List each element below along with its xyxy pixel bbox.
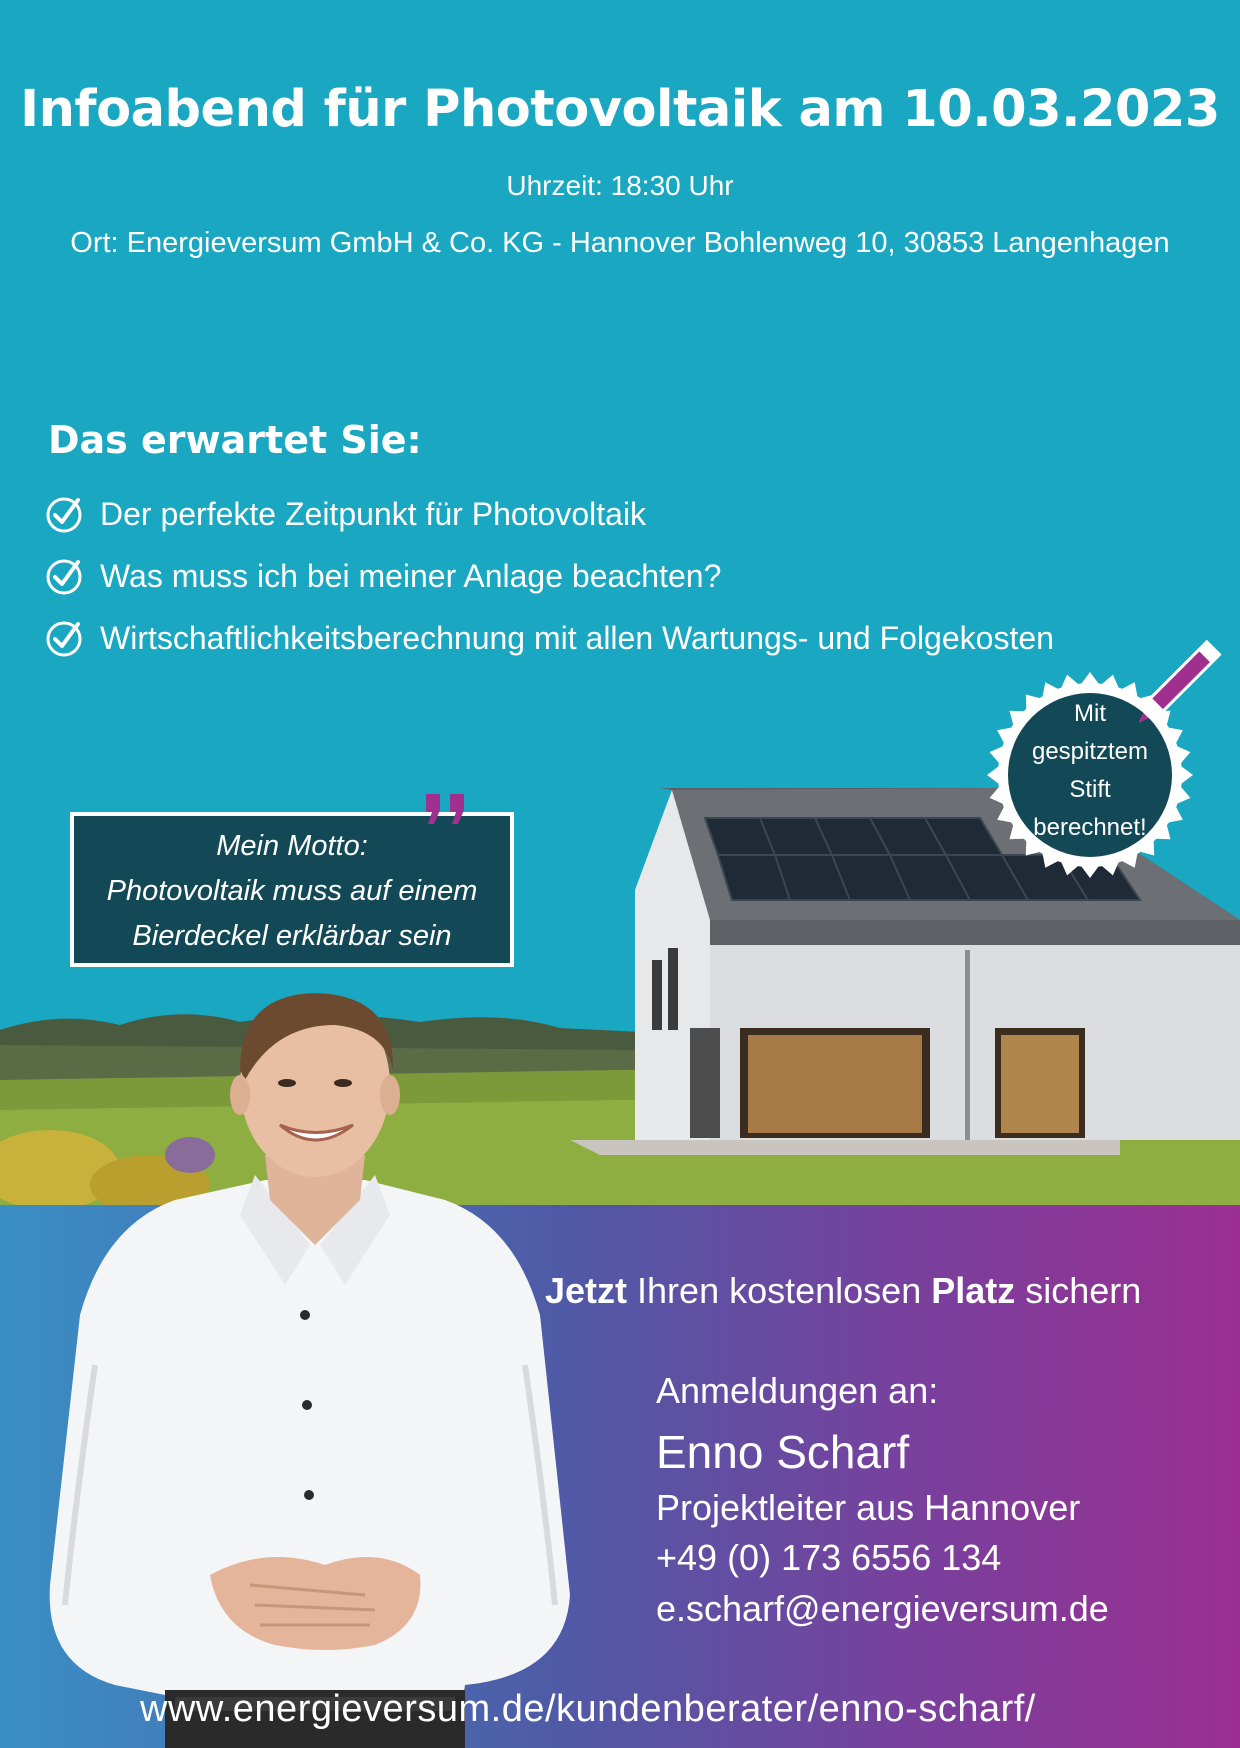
list-item-label: Der perfekte Zeitpunkt für Photovoltaik <box>100 495 647 532</box>
cta-plain: sichern <box>1015 1270 1142 1311</box>
pencil-icon <box>1115 635 1225 745</box>
contact-phone[interactable]: +49 (0) 173 6556 134 <box>656 1537 1002 1578</box>
contact-email[interactable]: e.scharf@energieversum.de <box>656 1588 1109 1629</box>
cta-text <box>545 1270 1141 1312</box>
cta-bold: Platz <box>931 1270 1016 1311</box>
contact-role: Projektleiter aus Hannover <box>656 1487 1081 1528</box>
badge-line: Mit <box>1074 700 1106 727</box>
expect-heading: Das erwartet Sie: <box>48 418 422 462</box>
event-location: Ort: Energieversum GmbH & Co. KG - Hannover Bohlenweg 10, 30853 Langenhagen <box>70 227 1170 259</box>
badge-line: Stift <box>1069 776 1111 803</box>
badge-line: gespitztem <box>1031 738 1149 765</box>
badge-line: berechnet! <box>1033 814 1147 841</box>
quote-icon <box>420 790 480 840</box>
cta-plain: Ihren kostenlosen <box>627 1270 932 1311</box>
list-item <box>44 607 1054 669</box>
motto-label: Mein Motto: <box>216 830 368 862</box>
list-item-label: Was muss ich bei meiner Anlage beachten? <box>100 557 722 594</box>
event-time: Uhrzeit: 18:30 Uhr <box>506 170 734 201</box>
website-link[interactable]: www.energieversum.de/kundenberater/enno-scharf/ <box>140 1688 1036 1730</box>
list-item <box>44 483 1054 545</box>
expect-list <box>44 483 1054 669</box>
checkmark-circle-icon <box>44 556 84 596</box>
person-photo <box>35 985 595 1748</box>
registration-label: Anmeldungen an: <box>656 1370 939 1411</box>
checkmark-circle-icon <box>44 494 84 534</box>
checkmark-circle-icon <box>44 618 84 658</box>
list-item-label: Wirtschaftlichkeitsberechnung mit allen Wartungs- und Folgekosten <box>100 619 1054 656</box>
event-title: Infoabend für Photovoltaik am 10.03.2023 <box>20 80 1220 139</box>
motto-line: Bierdeckel erklärbar sein <box>132 920 452 952</box>
list-item <box>44 545 1054 607</box>
motto-line: Photovoltaik muss auf einem <box>106 875 478 907</box>
contact-name: Enno Scharf <box>656 1426 910 1478</box>
cta-bold: Jetzt <box>545 1270 628 1311</box>
